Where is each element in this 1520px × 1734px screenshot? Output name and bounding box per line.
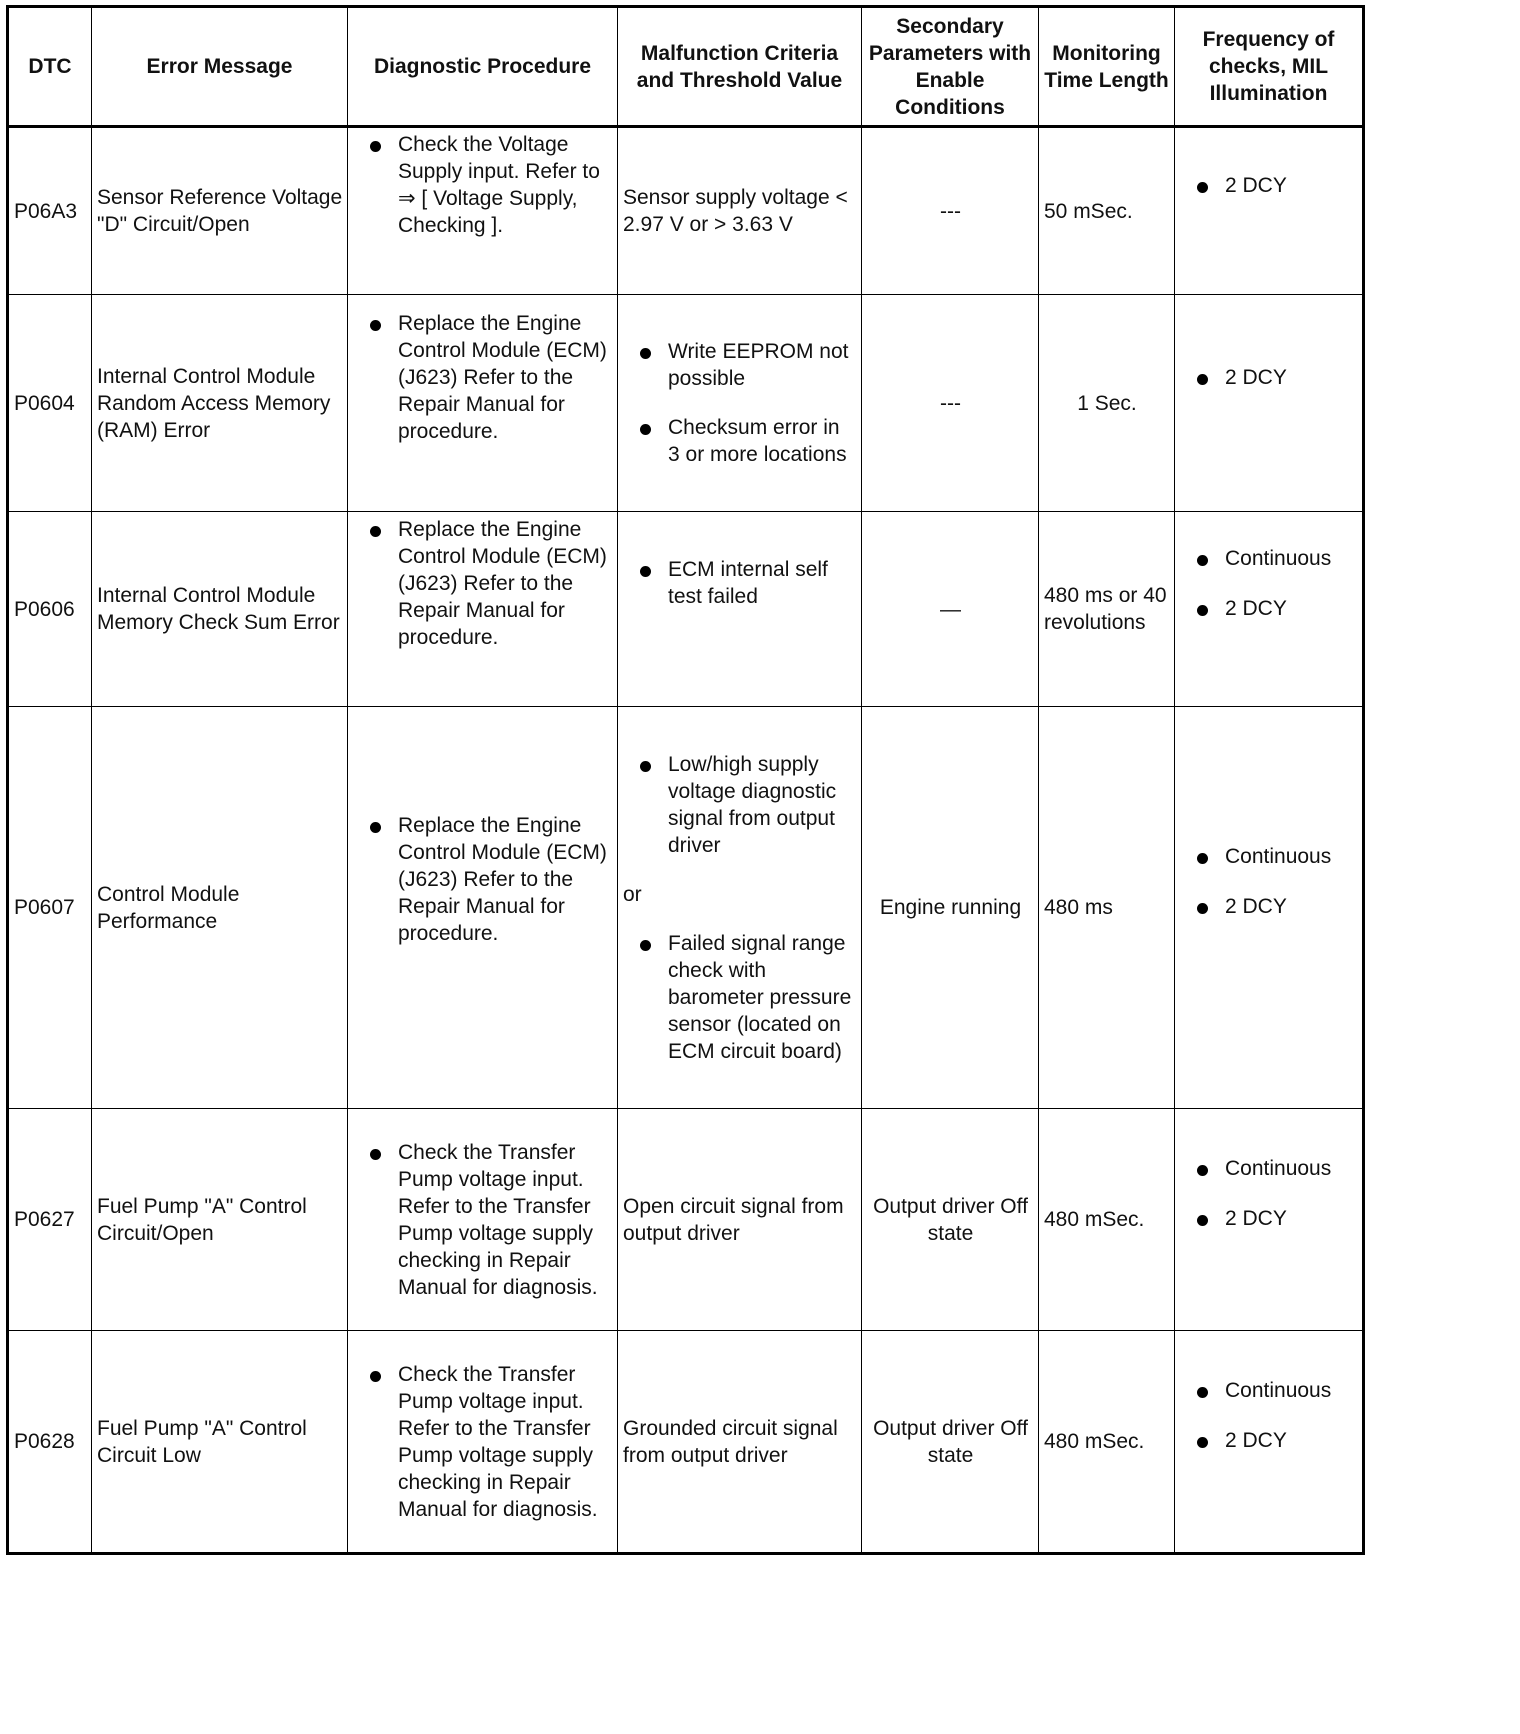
monitoring-time: 480 mSec.: [1039, 1109, 1175, 1331]
frequency-item: Continuous: [1180, 1155, 1358, 1182]
table-row: [8, 1331, 1364, 1554]
header-error-message: Error Message: [92, 7, 348, 127]
procedure-item: Check the Transfer Pump voltage input. Refer to the Transfer Pump voltage supply checking in Repair Manual for diagnosis.: [353, 1139, 613, 1301]
frequency-item: 2 DCY: [1180, 1427, 1358, 1454]
monitoring-time: 1 Sec.: [1039, 295, 1175, 512]
error-message: Internal Control Module Random Access Memory (RAM) Error: [92, 295, 348, 512]
malfunction-criteria: Open circuit signal from output driver: [618, 1109, 862, 1331]
frequency-item: Continuous: [1180, 843, 1358, 870]
monitoring-time: 480 ms: [1039, 707, 1175, 1109]
malfunction-criteria: [618, 707, 862, 1109]
dtc-code: P0628: [8, 1331, 92, 1554]
frequency-item: 2 DCY: [1180, 595, 1358, 622]
secondary-parameters: ---: [862, 127, 1039, 295]
secondary-parameters: Output driver Off state: [862, 1109, 1039, 1331]
dtc-code: P0606: [8, 512, 92, 707]
dtc-table: [6, 5, 1365, 1555]
error-message: Control Module Performance: [92, 707, 348, 1109]
malfunction-criteria: [618, 295, 862, 512]
criteria-item: Low/high supply voltage diagnostic signal from output driver: [623, 751, 857, 859]
frequency-cell: [1175, 1331, 1364, 1554]
frequency-item: 2 DCY: [1180, 364, 1358, 391]
header-dtc: DTC: [8, 7, 92, 127]
frequency-cell: [1175, 707, 1364, 1109]
header-frequency: Frequency of checks, MIL Illumination: [1175, 7, 1364, 127]
criteria-item: Failed signal range check with barometer pressure sensor (located on ECM circuit board): [623, 930, 857, 1065]
error-message: Sensor Reference Voltage "D" Circuit/Open: [92, 127, 348, 295]
frequency-item: 2 DCY: [1180, 893, 1358, 920]
procedure-item: Replace the Engine Control Module (ECM) (J623) Refer to the Repair Manual for procedure.: [353, 812, 613, 947]
criteria-item: Write EEPROM not possible: [623, 338, 857, 392]
header-malfunction-criteria: Malfunction Criteria and Threshold Value: [618, 7, 862, 127]
frequency-item: Continuous: [1180, 545, 1358, 572]
error-message: Internal Control Module Memory Check Sum Error: [92, 512, 348, 707]
malfunction-criteria: Grounded circuit signal from output driver: [618, 1331, 862, 1554]
diagnostic-procedure: [348, 707, 618, 1109]
header-row: [8, 7, 1364, 127]
frequency-item: 2 DCY: [1180, 172, 1358, 199]
secondary-parameters: Output driver Off state: [862, 1331, 1039, 1554]
dtc-code: P0607: [8, 707, 92, 1109]
procedure-item: Replace the Engine Control Module (ECM) (J623) Refer to the Repair Manual for procedure.: [353, 516, 613, 651]
secondary-parameters: Engine running: [862, 707, 1039, 1109]
diagnostic-procedure: [348, 127, 618, 295]
malfunction-criteria: [618, 512, 862, 707]
header-monitoring-time: Monitoring Time Length: [1039, 7, 1175, 127]
frequency-cell: [1175, 512, 1364, 707]
secondary-parameters: —: [862, 512, 1039, 707]
procedure-item: Check the Voltage Supply input. Refer to ⇒ [ Voltage Supply, Checking ].: [353, 131, 613, 239]
malfunction-criteria: Sensor supply voltage < 2.97 V or > 3.63 V: [618, 127, 862, 295]
error-message: Fuel Pump "A" Control Circuit/Open: [92, 1109, 348, 1331]
header-secondary-parameters: Secondary Parameters with Enable Conditions: [862, 7, 1039, 127]
dtc-code: P0604: [8, 295, 92, 512]
dtc-code: P06A3: [8, 127, 92, 295]
table-row: [8, 127, 1364, 295]
diagnostic-procedure: [348, 512, 618, 707]
criteria-item: ECM internal self test failed: [623, 556, 857, 610]
procedure-item: Replace the Engine Control Module (ECM) (J623) Refer to the Repair Manual for procedure.: [353, 310, 613, 445]
table-row: [8, 512, 1364, 707]
frequency-cell: [1175, 295, 1364, 512]
monitoring-time: 480 ms or 40 revolutions: [1039, 512, 1175, 707]
table-row: [8, 295, 1364, 512]
secondary-parameters: ---: [862, 295, 1039, 512]
criteria-item: Checksum error in 3 or more locations: [623, 414, 857, 468]
dtc-code: P0627: [8, 1109, 92, 1331]
monitoring-time: 480 mSec.: [1039, 1331, 1175, 1554]
monitoring-time: 50 mSec.: [1039, 127, 1175, 295]
diagnostic-procedure: [348, 1109, 618, 1331]
frequency-item: Continuous: [1180, 1377, 1358, 1404]
header-diagnostic-procedure: Diagnostic Procedure: [348, 7, 618, 127]
table-row: [8, 707, 1364, 1109]
error-message: Fuel Pump "A" Control Circuit Low: [92, 1331, 348, 1554]
diagnostic-procedure: [348, 295, 618, 512]
frequency-item: 2 DCY: [1180, 1205, 1358, 1232]
table-row: [8, 1109, 1364, 1331]
frequency-cell: [1175, 127, 1364, 295]
diagnostic-procedure: [348, 1331, 618, 1554]
procedure-item: Check the Transfer Pump voltage input. Refer to the Transfer Pump voltage supply checking in Repair Manual for diagnosis.: [353, 1361, 613, 1523]
frequency-cell: [1175, 1109, 1364, 1331]
criteria-or: or: [623, 882, 642, 906]
